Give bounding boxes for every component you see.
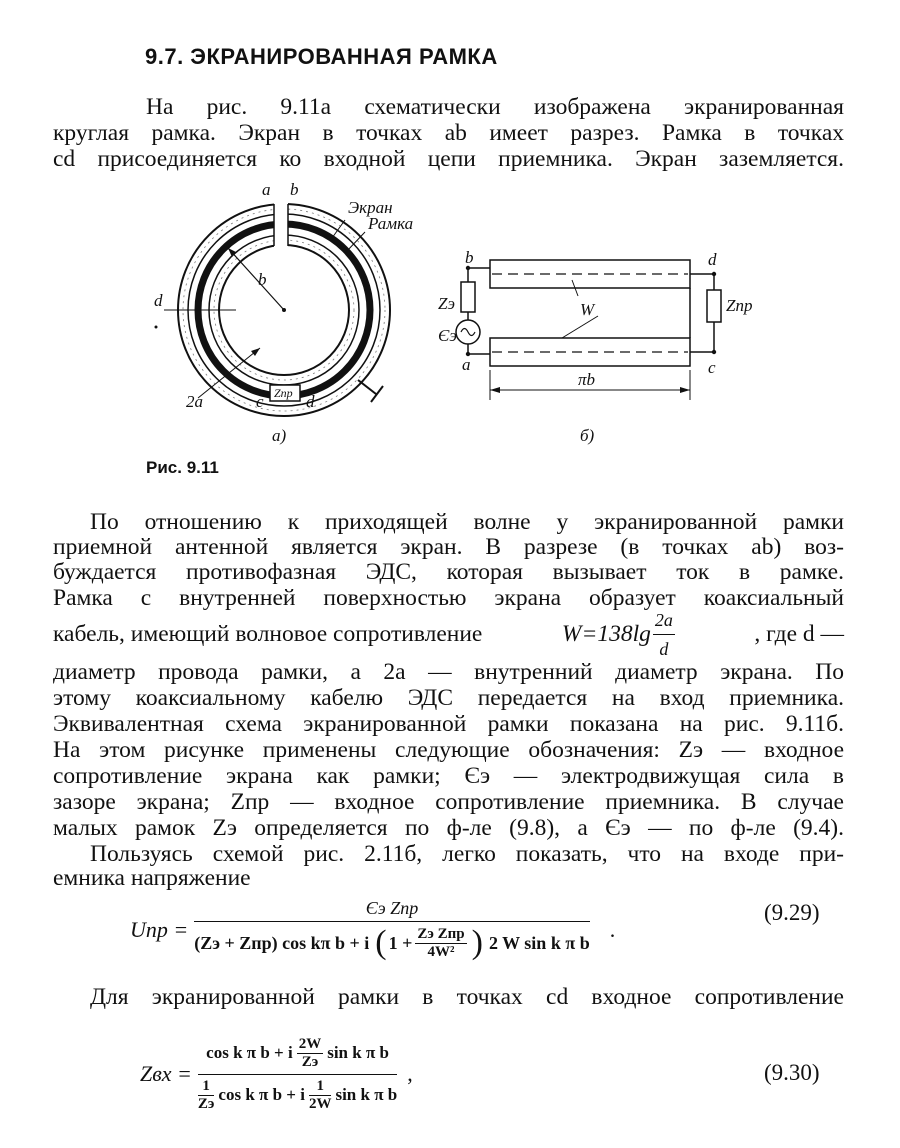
eq930-num-part2: sin k π b	[327, 1043, 389, 1062]
eq929-inner-den: 4W²	[427, 943, 455, 960]
fig-b-point-b: b	[465, 248, 474, 267]
impedance-formula	[562, 606, 675, 663]
impedance-frac-num: 2a	[653, 606, 675, 635]
intro-line-2: круглая рамка. Экран в точках ab имеет разрез. Рамка в точках	[53, 120, 844, 146]
eq930-den-fraction-1	[198, 1078, 215, 1113]
impedance-frac-den: d	[659, 638, 669, 659]
fig-b-label-zpr: Zпр	[726, 296, 753, 315]
eq930-num-part1: cos k π b + i	[206, 1043, 293, 1062]
fig-b-point-d: d	[708, 250, 717, 269]
fig-b-label-ee: Єэ	[438, 326, 457, 345]
fig-b-label-w: W	[580, 300, 595, 319]
impedance-formula-lhs: W=138lg	[561, 621, 651, 647]
fig-a-point-c: c	[256, 392, 264, 411]
eq930-den-fraction-2	[309, 1078, 332, 1113]
body-line-2: приемной антенной является экран. В разрезе (в точках ab) воз-	[53, 534, 844, 560]
equation-9-29	[130, 890, 750, 970]
body-line-4: Рамка с внутренней поверхностью экрана образует коаксиальный	[53, 585, 844, 611]
eq929-paren-close: )	[471, 924, 483, 961]
section-heading: 9.7. ЭКРАНИРОВАННАЯ РАМКА	[145, 44, 498, 69]
fig-a-panel-label: а)	[272, 426, 287, 445]
fig-a-label-frame: Рамка	[368, 214, 414, 233]
fig-a-label-diameter: 2a	[186, 392, 203, 411]
impedance-line	[53, 609, 844, 659]
eq930-den-frac2-den: 2W	[308, 1095, 332, 1112]
body2-line-2: этому коаксиальному кабелю ЭДС передается на вход приемника.	[53, 685, 844, 711]
fig-b-label-length: πb	[578, 370, 596, 389]
intro-line-3: cd присоединяется ко входной цепи приемника. Экран заземляется.	[53, 146, 844, 172]
body2-line-7: малых рамок Zэ определяется по ф-ле (9.8), а Єэ — по ф-ле (9.4).	[53, 815, 844, 841]
body2-line-5: сопротивление экрана как рамки; Єэ — электродвижущая сила в	[53, 763, 844, 789]
intro-line-1: На рис. 9.11а схематически изображена экранированная	[146, 94, 844, 120]
eq930-den-frac1-den: Zэ	[197, 1095, 215, 1112]
eq929-denominator	[194, 922, 589, 962]
eq929-inner-num: Zэ Zпр	[417, 925, 465, 942]
fig-a-point-d-bottom: d	[306, 392, 315, 411]
eq929-paren-open: (	[375, 924, 387, 961]
fig-a-point-d-left: d	[154, 291, 163, 310]
eq929-inner-fraction	[415, 926, 466, 961]
eq930-tail: ,	[407, 1061, 413, 1086]
body3-line-2: емника напряжение	[53, 865, 251, 891]
eq930-den-frac1-num: 1	[198, 1078, 215, 1096]
eq930-num-frac-num: 2W	[298, 1035, 322, 1052]
eq929-number: (9.29)	[764, 900, 820, 925]
eq930-number: (9.30)	[764, 1060, 820, 1085]
fig-b-point-c: c	[708, 358, 716, 377]
fig-a-point-a: a	[262, 180, 271, 199]
body-line-1: По отношению к приходящей волне у экранированной рамки	[90, 509, 844, 535]
body2-line-3: Эквивалентная схема экранированной рамки показана на рис. 9.11б.	[53, 711, 844, 737]
impedance-fraction	[653, 606, 675, 663]
impedance-text-before: кабель, имеющий волновое сопротивление	[53, 621, 483, 647]
eq930-den-part2: sin k π b	[335, 1085, 398, 1104]
impedance-text-after: , где d —	[754, 621, 844, 647]
fig-b-panel-label: б)	[580, 426, 595, 445]
fig-b-point-a: a	[462, 355, 471, 374]
eq930-den-frac2-num: 1	[309, 1078, 332, 1096]
eq929-tail: .	[609, 917, 616, 942]
fig-a-point-b: b	[290, 180, 299, 199]
eq930-lhs: Zвх =	[140, 1061, 192, 1086]
eq930-fraction	[198, 1036, 397, 1113]
body2-line-4: На этом рисунке применены следующие обозначения: Zэ — входное	[53, 737, 844, 763]
eq930-den-part1: cos k π b + i	[218, 1085, 305, 1104]
fig-a-label-zpr: Zпр	[274, 386, 293, 400]
eq929-inner-prefix: 1 +	[388, 932, 413, 953]
figure-caption: Рис. 9.11	[146, 458, 219, 477]
equation-9-30	[140, 1018, 750, 1130]
eq929-numerator: Єэ Zпр	[194, 898, 589, 922]
fig-a-label-radius: b	[258, 270, 267, 289]
eq929-den-part2: 2 W sin k π b	[488, 932, 590, 953]
body3-line-1: Пользуясь схемой рис. 2.11б, легко показать, что на входе при-	[90, 841, 844, 867]
eq929-lhs: Uпр =	[130, 917, 189, 942]
fig-b-label-ze: Zэ	[438, 294, 455, 313]
eq929-fraction	[194, 898, 589, 962]
body2-line-1: диаметр провода рамки, а 2а — внутренний диаметр экрана. По	[53, 659, 844, 685]
eq930-num-fraction	[297, 1036, 324, 1071]
eq929-den-part1: (Zэ + Zпр) cos kπ b + i	[194, 932, 370, 953]
eq930-denominator	[198, 1075, 397, 1113]
body-line-3: буждается противофазная ЭДС, которая вызывает ток в рамке.	[53, 559, 844, 585]
eq930-numerator	[198, 1036, 397, 1075]
body2-line-6: зазоре экрана; Zпр — входное сопротивление приемника. В случае	[53, 789, 844, 815]
fig-a-label-screen: Экран	[348, 198, 393, 217]
eq930-intro-line: Для экранированной рамки в точках cd входное сопротивление	[90, 984, 844, 1010]
eq930-num-frac-den: Zэ	[301, 1053, 319, 1070]
